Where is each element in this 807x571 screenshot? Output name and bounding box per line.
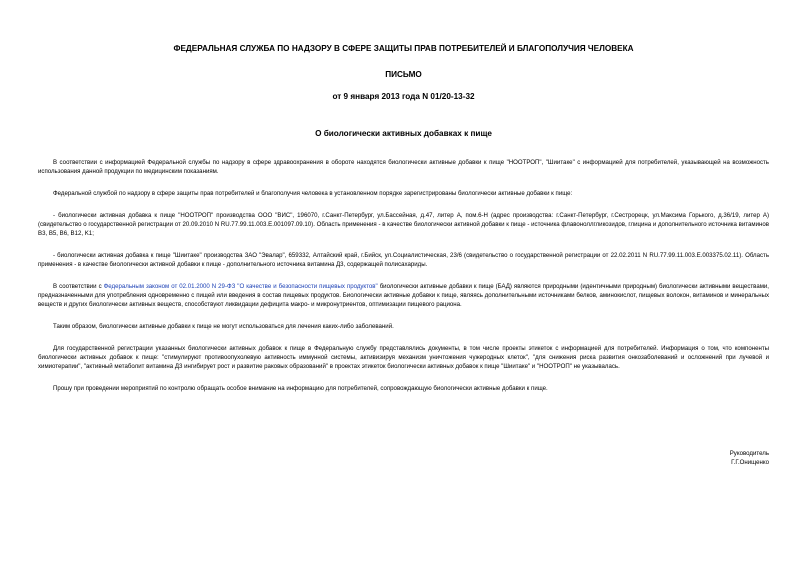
document-date-number: от 9 января 2013 года N 01/20-13-32 <box>332 92 475 101</box>
paragraph-2: Федеральной службой по надзору в сфере защиты прав потребителей и благополучия человека в установленном порядке зарегистрированы биологически активные добавки к пище: <box>53 190 573 197</box>
paragraph-8: Прошу при проведении мероприятий по контролю обращать особое внимание на информацию для потребителей, сопровождающую биологически активные добавки к пище. <box>53 385 548 392</box>
paragraph-6: Таким образом, биологически активные добавки к пище не могут использоваться для лечения каких-либо заболеваний. <box>53 323 394 330</box>
federal-law-link[interactable]: Федеральным законом от 02.01.2000 N 29-ФЗ "О качестве и безопасности пищевых продуктов" <box>103 283 378 290</box>
paragraph-3: - биологически активная добавка к пище "НООТРОП" производства ООО "ВИС", 196070, г.Санкт-Петербург, ул.Бассейная, д.47, литер А, пом.6-Н (адрес производства: г.Санкт-Петербург, г.Сестрорецк, ул.Максима Горького, д.36/19, литер А) (свидетельство о государственной регистрации от 20.09.2010 N RU.77.99.11.003.Е.001097.09.10). Область применения - в качестве биологически активной добавки к пище - источника флавоноллгликозидов, глицина и дополнительного источника витаминов B3, B5, B6, B12, K1; <box>38 212 769 237</box>
document-type: ПИСЬМО <box>385 70 422 79</box>
agency-title: ФЕДЕРАЛЬНАЯ СЛУЖБА ПО НАДЗОРУ В СФЕРЕ ЗАЩИТЫ ПРАВ ПОТРЕБИТЕЛЕЙ И БЛАГОПОЛУЧИЯ ЧЕЛОВЕКА <box>173 44 634 53</box>
paragraph-5 <box>38 282 769 309</box>
paragraph-1: В соответствии с информацией Федеральной службы по надзору в сфере здравоохранения в обороте находятся биологически активные добавки к пище "НООТРОП", "Шиитаке" с информацией для потребителей, указывающей на возможность использования данной продукции по медицинским показаниям. <box>38 159 769 175</box>
paragraph-5-lead: В соответствии с <box>53 283 104 290</box>
document-body <box>38 158 769 406</box>
signature-name: Г.Г.Онищенко <box>731 459 769 466</box>
paragraph-5-rest: биологически активные добавки к пище (БАД) являются природными (идентичными природным) биологически активными веществами, предназначенными для употребления одновременно с пищей или введения в состав пищевых продуктов. Биологически активные добавки к пище, являясь дополнительными источниками белков, аминокислот, пищевых волокон, витаминов и минеральных веществ и других биологически активных веществ, способствуют ликвидации дефицита макро- и микронутриентов, оптимизации пищевого рациона. <box>38 283 770 308</box>
document-subject: О биологически активных добавках к пище <box>315 129 492 138</box>
signature-block <box>730 449 769 467</box>
signature-title: Руководитель <box>729 450 769 457</box>
paragraph-7: Для государственной регистрации указанных биологически активных добавок к пище в Федеральную службу представлялись документы, в том числе проекты этикеток с информацией для потребителей. Информация о том, что компоненты биологически активных добавок к пище: "стимулируют противоопухолевую активность иммунной системы, активизируя механизм уничтожения чужеродных клеток", "для снижения риска развития онкозаболеваний и осложнений при лучевой и химиотерапии", "активный метаболит витамина Д3 ингибирует рост и развитие раковых образований" в проектах этикеток биологически активных добавок к пище "Шиитаке" и "НООТРОП" не указывалась. <box>38 345 769 370</box>
paragraph-4: - биологически активная добавка к пище "Шиитаке" производства ЗАО "Эвалар", 659332, Алтайский край, г.Бийск, ул.Социалистическая, 23/6 (свидетельство о государственной регистрации от 22.02.2011 N RU.77.99.11.003.Е.003375.02.11). Область применения - в качестве биологически активной добавки к пище - дополнительного источника витамина Д3, содержащей полисахариды. <box>38 252 769 268</box>
